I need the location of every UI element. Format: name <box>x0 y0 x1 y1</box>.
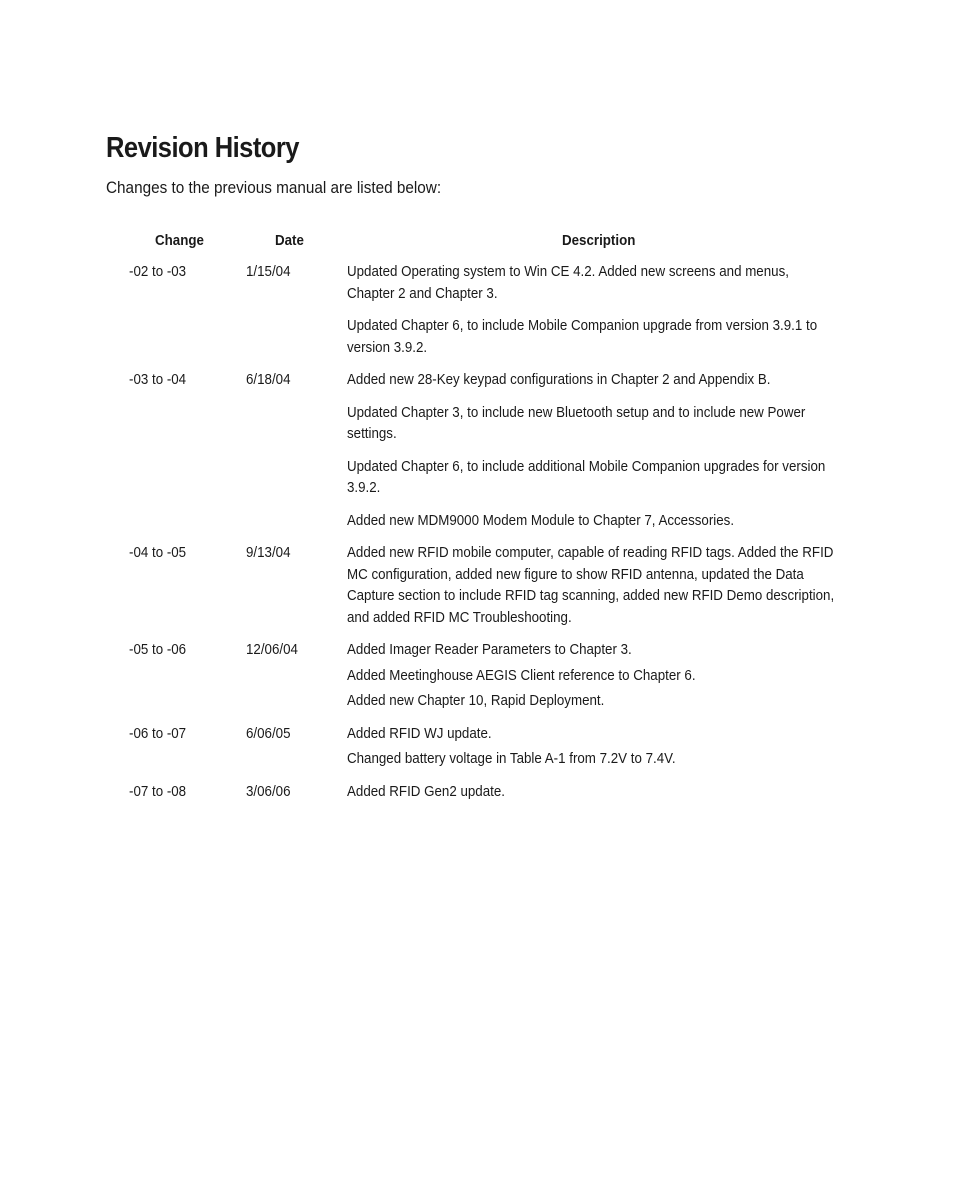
table-row <box>0 262 954 359</box>
date-cell: 1/15/04 <box>246 264 291 280</box>
description-paragraph: Added new Chapter 10, Rapid Deployment. <box>347 693 605 709</box>
description-paragraph: Added RFID WJ update. <box>347 725 492 742</box>
intro-text: Changes to the previous manual are listed below: <box>106 178 442 197</box>
table-header <box>0 230 954 262</box>
date-cell: 12/06/04 <box>246 642 298 658</box>
description-paragraph: Updated Chapter 6, to include Mobile Companion upgrade from version 3.9.1 to version 3.9.2. <box>347 318 818 356</box>
description-paragraph: Added RFID Gen2 update. <box>347 783 505 800</box>
change-cell: -03 to -04 <box>129 372 187 388</box>
description-paragraph: Updated Chapter 6, to include additional Mobile Companion upgrades for version 3.9.2. <box>347 458 826 496</box>
header-description: Description <box>562 233 636 249</box>
table-row <box>0 782 954 804</box>
header-change: Change <box>155 233 204 249</box>
header-date: Date <box>275 233 304 249</box>
description-paragraph: Updated Chapter 3, to include new Bluetooth setup and to include new Power settings. <box>347 404 806 442</box>
change-cell: -02 to -03 <box>129 264 187 280</box>
description-cell <box>347 724 877 771</box>
date-cell: 6/06/05 <box>246 725 291 742</box>
table-row <box>0 724 954 771</box>
description-paragraph: Added Imager Reader Parameters to Chapter 3. <box>347 642 632 658</box>
revision-table <box>0 230 954 803</box>
change-cell: -07 to -08 <box>129 783 187 800</box>
change-cell: -06 to -07 <box>129 725 187 742</box>
table-row <box>0 543 954 629</box>
table-row <box>0 640 954 713</box>
description-cell <box>347 262 877 359</box>
table-row <box>0 370 954 532</box>
description-paragraph: Added Meetinghouse AEGIS Client reference to Chapter 6. <box>347 667 696 684</box>
change-cell: -05 to -06 <box>129 642 187 658</box>
change-cell: -04 to -05 <box>129 545 187 561</box>
description-paragraph: Added new 28-Key keypad configurations in Chapter 2 and Appendix B. <box>347 372 771 388</box>
page-title: Revision History <box>106 132 299 164</box>
description-paragraph: Added new MDM9000 Modem Module to Chapter 7, Accessories. <box>347 512 735 529</box>
description-paragraph: Changed battery voltage in Table A-1 from 7.2V to 7.4V. <box>347 751 676 767</box>
description-cell <box>347 370 877 532</box>
description-paragraph: Updated Operating system to Win CE 4.2. Added new screens and menus, Chapter 2 and Chapter 3. <box>347 264 789 302</box>
description-cell <box>347 543 877 629</box>
description-paragraph: Added new RFID mobile computer, capable of reading RFID tags. Added the RFID MC configuration, added new figure to show RFID antenna, updated the Data Capture section to include RFID tag scanning, added new RFID Demo description, and added RFID MC Troubleshooting. <box>347 545 835 626</box>
description-cell <box>347 782 877 804</box>
date-cell: 9/13/04 <box>246 545 291 561</box>
description-cell <box>347 640 877 713</box>
date-cell: 3/06/06 <box>246 783 291 800</box>
date-cell: 6/18/04 <box>246 372 291 388</box>
